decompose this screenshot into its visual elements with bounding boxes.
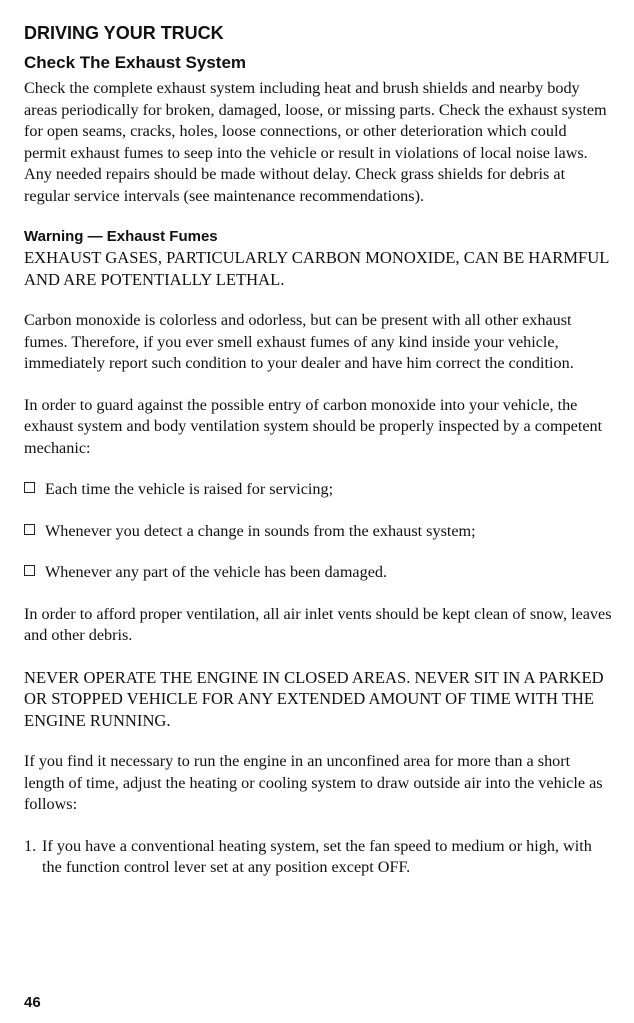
manual-page	[24, 20, 612, 879]
page-heading: Check The Exhaust System	[24, 53, 247, 72]
inspection-paragraph: In order to guard against the possible entry of carbon monoxide into your vehicle, the exhaust system and body ventilation system should be properly inspected by a competent mechanic:	[24, 395, 603, 457]
unconfined-area-paragraph: If you find it necessary to run the engine in an unconfined area for more than a short length of time, adjust the heating or cooling system to draw outside air into the vehicle as follows:	[24, 752, 603, 813]
checklist-item-text: Whenever you detect a change in sounds from the exhaust system;	[45, 521, 476, 540]
carbon-monoxide-paragraph: Carbon monoxide is colorless and odorless, but can be present with all other exhaust fumes. Therefore, if you ever smell exhaust fumes of any kind inside your vehicle, immediately report such condition to your dealer and have him correct the condition.	[24, 311, 574, 372]
never-operate-caps-text: NEVER OPERATE THE ENGINE IN CLOSED AREAS. NEVER SIT IN A PARKED OR STOPPED VEHICLE FOR ANY EXTENDED AMOUNT OF TIME WITH THE ENGINE RUNNING.	[24, 667, 604, 730]
item-number: 1.	[24, 836, 37, 855]
warning-heading: Warning — Exhaust Fumes	[24, 228, 218, 245]
page-number: 46	[24, 994, 41, 1011]
checklist-item-text: Each time the vehicle is raised for servicing;	[45, 480, 334, 498]
checklist-item	[24, 521, 612, 543]
intro-paragraph: Check the complete exhaust system including heat and brush shields and nearby body areas periodically for broken, damaged, loose, or missing parts. Check the exhaust system for open seams, cracks, holes, loose connections, or other deterioration which could permit exhaust fumes to seep into the vehicle or result in violations of local noise laws. Any needed repairs should be made without delay. Check grass shields for debris at regular service intervals (see maintenance recommendations).	[24, 79, 607, 205]
numbered-item-text: If you have a conventional heating system, set the fan speed to medium or high, with the function control lever set at any position except OFF.	[42, 836, 592, 876]
checkbox-icon	[24, 482, 35, 493]
ventilation-paragraph: In order to afford proper ventilation, all air inlet vents should be kept clean of snow, leaves and other debris.	[24, 604, 612, 644]
checklist-item-text: Whenever any part of the vehicle has been damaged.	[45, 563, 388, 581]
checklist-item	[24, 479, 612, 501]
numbered-item	[24, 836, 612, 879]
checklist-item	[24, 562, 612, 584]
checkbox-icon	[24, 565, 35, 576]
checkbox-icon	[24, 524, 35, 535]
section-title: DRIVING YOUR TRUCK	[24, 23, 224, 43]
warning-caps-text: EXHAUST GASES, PARTICULARLY CARBON MONOXIDE, CAN BE HARMFUL AND ARE POTENTIALLY LETHAL.	[24, 248, 609, 289]
